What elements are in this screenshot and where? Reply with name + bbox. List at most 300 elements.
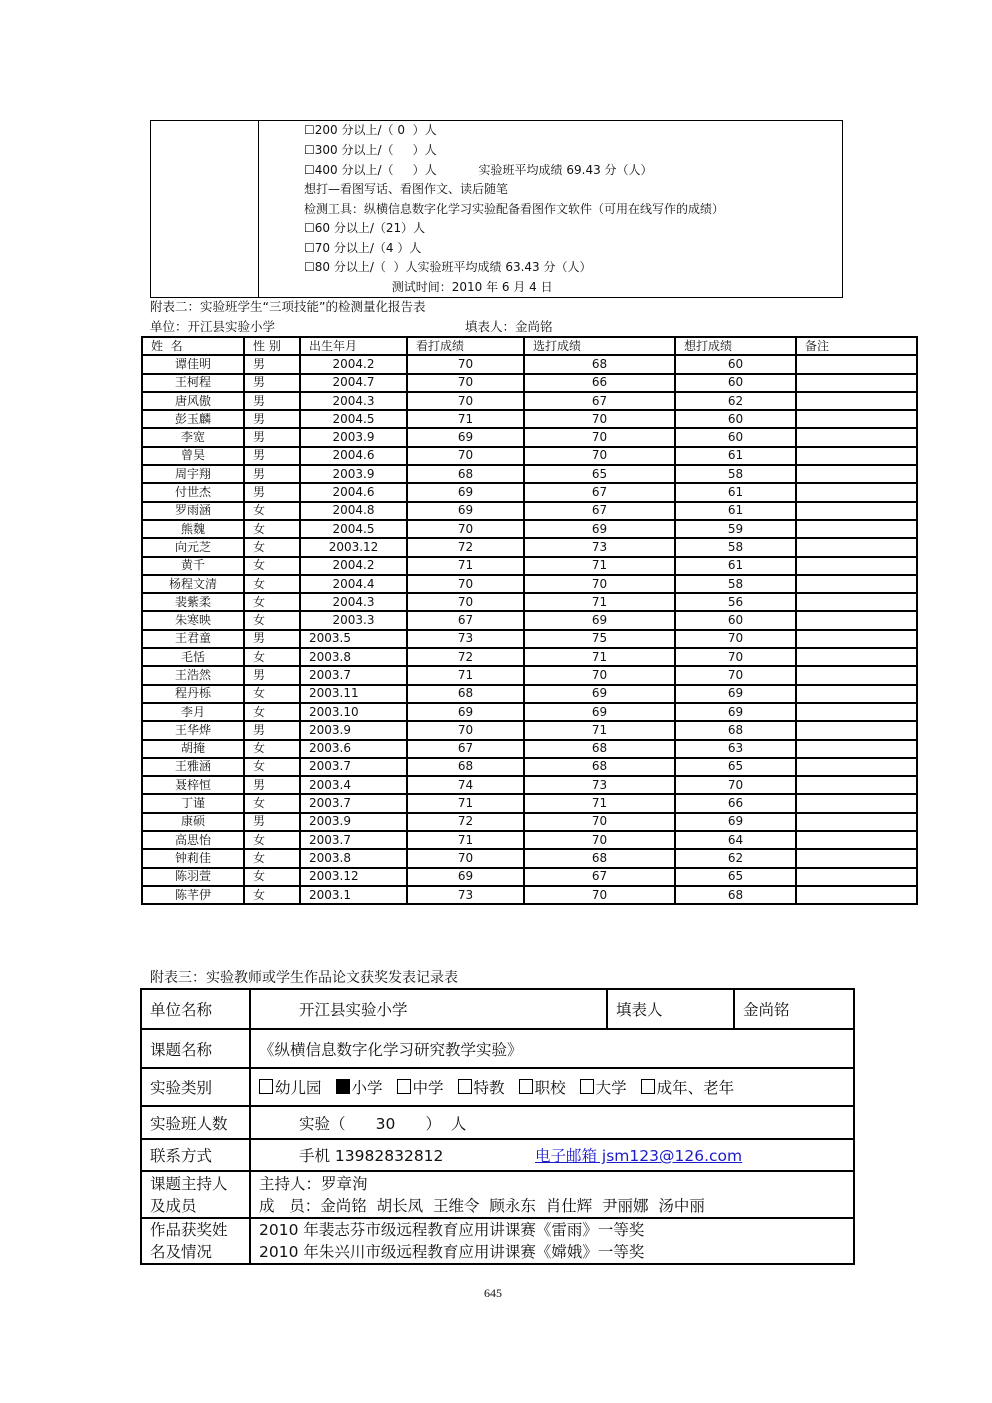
view-typing-score: 67	[407, 611, 524, 629]
student-name: 朱寒映	[142, 611, 244, 629]
remarks	[796, 483, 917, 501]
select-typing-score: 68	[524, 849, 675, 867]
award-item: 2010 年裴志芬市级远程教育应用讲课赛《雷雨》一等奖	[259, 1221, 645, 1239]
student-name: 黄千	[142, 557, 244, 575]
table-row	[142, 374, 917, 392]
column-header: 看打成绩	[407, 337, 524, 355]
gender: 男	[244, 666, 300, 684]
think-typing-score: 70	[675, 776, 796, 794]
table-row	[142, 685, 917, 703]
select-typing-score: 73	[524, 538, 675, 556]
view-typing-score: 71	[407, 410, 524, 428]
column-header: 性 别	[244, 337, 300, 355]
think-typing-score: 69	[675, 703, 796, 721]
gender: 女	[244, 886, 300, 904]
table-row	[142, 794, 917, 812]
table-row	[142, 740, 917, 758]
think-typing-score: 69	[675, 685, 796, 703]
table-row	[142, 593, 917, 611]
student-name: 王柯程	[142, 374, 244, 392]
remarks	[796, 355, 917, 373]
remarks	[796, 721, 917, 739]
student-name: 李宽	[142, 428, 244, 446]
birth-month: 2003.3	[300, 611, 407, 629]
remarks	[796, 758, 917, 776]
category-label: 特教	[473, 1079, 505, 1097]
view-typing-score: 71	[407, 666, 524, 684]
remarks	[796, 831, 917, 849]
table-row	[142, 410, 917, 428]
student-name: 裴紫柔	[142, 593, 244, 611]
select-typing-score: 70	[524, 428, 675, 446]
student-name: 胡掩	[142, 740, 244, 758]
table-header-row	[142, 337, 917, 355]
summary-line: ☐300 分以上/（ ）人	[304, 143, 437, 157]
student-name: 程丹栎	[142, 685, 244, 703]
table-row	[142, 868, 917, 886]
select-typing-score: 69	[524, 611, 675, 629]
table-row	[142, 831, 917, 849]
select-typing-score: 71	[524, 794, 675, 812]
birth-month: 2004.6	[300, 483, 407, 501]
category-option[interactable]	[641, 1079, 735, 1097]
summary-line: 检测工具：纵横信息数字化学习实验配备看图作文软件（可用在线写作的成绩）	[304, 202, 725, 216]
gender: 男	[244, 355, 300, 373]
birth-month: 2004.3	[300, 593, 407, 611]
category-option[interactable]	[519, 1079, 566, 1097]
gender: 男	[244, 465, 300, 483]
table-row	[142, 575, 917, 593]
class-size-value: 30	[375, 1114, 396, 1133]
think-typing-score: 58	[675, 538, 796, 556]
awards-record-table	[140, 988, 855, 1265]
think-typing-score: 60	[675, 374, 796, 392]
category-option[interactable]	[397, 1079, 444, 1097]
gender: 女	[244, 794, 300, 812]
view-typing-score: 68	[407, 758, 524, 776]
appendix3-title: 附表三：实验教师或学生作品论文获奖发表记录表	[150, 970, 458, 986]
table-row	[142, 849, 917, 867]
birth-month: 2004.2	[300, 557, 407, 575]
birth-month: 2003.9	[300, 813, 407, 831]
table-row	[142, 666, 917, 684]
table-row	[142, 630, 917, 648]
topic-value: 《纵横信息数字化学习研究教学实验》	[250, 1029, 854, 1068]
gender: 男	[244, 392, 300, 410]
table-row	[142, 813, 917, 831]
gender: 女	[244, 648, 300, 666]
gender: 女	[244, 849, 300, 867]
select-typing-score: 75	[524, 630, 675, 648]
phone: 手机 13982832812	[299, 1147, 444, 1165]
checkbox-icon[interactable]	[641, 1079, 655, 1094]
select-typing-score: 71	[524, 721, 675, 739]
view-typing-score: 70	[407, 374, 524, 392]
gender: 女	[244, 831, 300, 849]
test-date: 测试时间：2010 年 6 月 4 日	[304, 280, 553, 294]
remarks	[796, 611, 917, 629]
table-row	[142, 721, 917, 739]
category-label: 实验类别	[141, 1068, 250, 1106]
gender: 男	[244, 410, 300, 428]
gender: 男	[244, 447, 300, 465]
think-typing-score: 70	[675, 648, 796, 666]
student-name: 曾昊	[142, 447, 244, 465]
view-typing-score: 71	[407, 831, 524, 849]
table-row	[142, 538, 917, 556]
birth-month: 2003.7	[300, 831, 407, 849]
think-typing-score: 60	[675, 410, 796, 428]
think-typing-score: 62	[675, 392, 796, 410]
awards-label-2: 名及情况	[150, 1243, 213, 1261]
remarks	[796, 428, 917, 446]
category-options	[250, 1068, 854, 1106]
select-typing-score: 69	[524, 685, 675, 703]
remarks	[796, 392, 917, 410]
birth-month: 2003.12	[300, 868, 407, 886]
birth-month: 2003.7	[300, 758, 407, 776]
select-typing-score: 70	[524, 831, 675, 849]
select-typing-score: 70	[524, 666, 675, 684]
gender: 女	[244, 575, 300, 593]
select-typing-score: 67	[524, 502, 675, 520]
birth-month: 2003.9	[300, 465, 407, 483]
remarks	[796, 886, 917, 904]
appendix2-filler: 填表人：金尚铭	[465, 319, 553, 334]
student-name: 熊魏	[142, 520, 244, 538]
birth-month: 2004.3	[300, 392, 407, 410]
unit-label: 单位名称	[141, 989, 250, 1029]
think-typing-score: 63	[675, 740, 796, 758]
birth-month: 2003.10	[300, 703, 407, 721]
think-typing-score: 68	[675, 886, 796, 904]
birth-month: 2003.7	[300, 666, 407, 684]
student-name: 王君童	[142, 630, 244, 648]
student-name: 康硕	[142, 813, 244, 831]
unit-value: 开江县实验小学	[250, 989, 607, 1029]
student-name: 钟莉佳	[142, 849, 244, 867]
view-typing-score: 70	[407, 392, 524, 410]
view-typing-score: 69	[407, 868, 524, 886]
remarks	[796, 703, 917, 721]
think-typing-score: 70	[675, 630, 796, 648]
student-name: 王雅涵	[142, 758, 244, 776]
think-typing-score: 70	[675, 666, 796, 684]
table-row	[142, 392, 917, 410]
select-typing-score: 69	[524, 520, 675, 538]
gender: 女	[244, 758, 300, 776]
think-typing-score: 61	[675, 483, 796, 501]
view-typing-score: 70	[407, 849, 524, 867]
contact-label: 联系方式	[141, 1139, 250, 1171]
think-typing-score: 66	[675, 794, 796, 812]
table-row	[142, 648, 917, 666]
select-typing-score: 68	[524, 355, 675, 373]
test-summary-box	[150, 120, 843, 298]
student-name: 彭玉麟	[142, 410, 244, 428]
select-typing-score: 70	[524, 575, 675, 593]
select-typing-score: 67	[524, 483, 675, 501]
category-label: 职校	[534, 1079, 566, 1097]
category-label: 大学	[595, 1079, 627, 1097]
remarks	[796, 502, 917, 520]
student-name: 聂梓恒	[142, 776, 244, 794]
select-typing-score: 66	[524, 374, 675, 392]
class-size-label: 实验班人数	[141, 1106, 250, 1139]
birth-month: 2004.4	[300, 575, 407, 593]
student-name: 陈羽萱	[142, 868, 244, 886]
student-name: 谭佳明	[142, 355, 244, 373]
birth-month: 2003.8	[300, 849, 407, 867]
checkbox-icon[interactable]	[259, 1079, 273, 1094]
checkbox-icon[interactable]	[397, 1079, 411, 1094]
student-name: 向元芝	[142, 538, 244, 556]
select-typing-score: 65	[524, 465, 675, 483]
table-row	[142, 447, 917, 465]
student-name: 杨程文清	[142, 575, 244, 593]
view-typing-score: 69	[407, 428, 524, 446]
view-typing-score: 70	[407, 447, 524, 465]
host-label-2: 及成员	[150, 1196, 197, 1215]
select-typing-score: 70	[524, 447, 675, 465]
think-typing-score: 61	[675, 557, 796, 575]
summary-line: ☐80 分以上/（ ）人实验班平均成绩 63.43 分（人）	[304, 260, 592, 274]
remarks	[796, 685, 917, 703]
remarks	[796, 374, 917, 392]
view-typing-score: 68	[407, 465, 524, 483]
table-row	[142, 428, 917, 446]
summary-line: ☐70 分以上/（4 ）人	[304, 241, 422, 255]
select-typing-score: 67	[524, 392, 675, 410]
view-typing-score: 72	[407, 648, 524, 666]
think-typing-score: 60	[675, 428, 796, 446]
gender: 女	[244, 593, 300, 611]
think-typing-score: 60	[675, 611, 796, 629]
view-typing-score: 70	[407, 575, 524, 593]
gender: 男	[244, 483, 300, 501]
birth-month: 2004.6	[300, 447, 407, 465]
gender: 女	[244, 538, 300, 556]
table-row	[142, 758, 917, 776]
awards-label: 作品获奖姓	[150, 1221, 228, 1239]
remarks	[796, 648, 917, 666]
student-name: 付世杰	[142, 483, 244, 501]
birth-month: 2003.5	[300, 630, 407, 648]
topic-label: 课题名称	[141, 1029, 250, 1068]
view-typing-score: 70	[407, 721, 524, 739]
remarks	[796, 465, 917, 483]
filler-value: 金尚铭	[734, 989, 854, 1029]
category-option[interactable]	[458, 1079, 505, 1097]
table-row	[142, 557, 917, 575]
view-typing-score: 71	[407, 794, 524, 812]
class-size-suffix: ） 人	[425, 1114, 467, 1133]
summary-line: ☐60 分以上/（21）人	[304, 221, 426, 235]
gender: 男	[244, 813, 300, 831]
gender: 女	[244, 740, 300, 758]
think-typing-score: 61	[675, 502, 796, 520]
members: 成 员：金尚铭 胡长凤 王维令 顾永东 肖仕辉 尹丽娜 汤中丽	[259, 1196, 705, 1215]
category-label: 中学	[412, 1079, 444, 1097]
think-typing-score: 69	[675, 813, 796, 831]
birth-month: 2003.8	[300, 648, 407, 666]
summary-line: ☐200 分以上/（ 0 ）人	[304, 123, 437, 137]
student-name: 王华烨	[142, 721, 244, 739]
column-header: 想打成绩	[675, 337, 796, 355]
student-name: 王浩然	[142, 666, 244, 684]
birth-month: 2003.9	[300, 428, 407, 446]
category-label: 小学	[351, 1079, 383, 1097]
category-option[interactable]	[580, 1079, 627, 1097]
remarks	[796, 849, 917, 867]
think-typing-score: 58	[675, 575, 796, 593]
student-name: 罗雨涵	[142, 502, 244, 520]
table-row	[142, 776, 917, 794]
remarks	[796, 740, 917, 758]
gender: 女	[244, 557, 300, 575]
appendix2-title: 附表二：实验班学生“三项技能”的检测量化报告表	[150, 299, 426, 314]
select-typing-score: 71	[524, 593, 675, 611]
gender: 女	[244, 703, 300, 721]
summary-line: ☐400 分以上/（ ）人 实验班平均成绩 69.43 分（人）	[304, 163, 653, 177]
checkbox-icon[interactable]	[458, 1079, 472, 1094]
view-typing-score: 69	[407, 703, 524, 721]
appendix2-unit: 单位：开江县实验小学	[150, 319, 276, 334]
remarks	[796, 538, 917, 556]
select-typing-score: 73	[524, 776, 675, 794]
view-typing-score: 69	[407, 502, 524, 520]
checkbox-icon[interactable]	[519, 1079, 533, 1094]
checkbox-icon[interactable]	[580, 1079, 594, 1094]
view-typing-score: 74	[407, 776, 524, 794]
birth-month: 2004.2	[300, 355, 407, 373]
checked-box-icon[interactable]	[336, 1079, 350, 1094]
remarks	[796, 557, 917, 575]
birth-month: 2004.8	[300, 502, 407, 520]
birth-month: 2003.1	[300, 886, 407, 904]
view-typing-score: 73	[407, 886, 524, 904]
remarks	[796, 776, 917, 794]
table-row	[142, 611, 917, 629]
select-typing-score: 69	[524, 703, 675, 721]
gender: 男	[244, 776, 300, 794]
think-typing-score: 56	[675, 593, 796, 611]
birth-month: 2004.5	[300, 410, 407, 428]
category-label: 幼儿园	[275, 1079, 322, 1097]
host: 主持人：罗章洵	[259, 1174, 368, 1193]
birth-month: 2003.11	[300, 685, 407, 703]
birth-month: 2004.7	[300, 374, 407, 392]
view-typing-score: 72	[407, 813, 524, 831]
select-typing-score: 68	[524, 740, 675, 758]
column-divider	[258, 121, 259, 297]
select-typing-score: 70	[524, 813, 675, 831]
view-typing-score: 72	[407, 538, 524, 556]
birth-month: 2003.4	[300, 776, 407, 794]
student-name: 周宇翔	[142, 465, 244, 483]
think-typing-score: 60	[675, 355, 796, 373]
skills-report-table	[141, 336, 918, 905]
column-header: 姓 名	[142, 337, 244, 355]
student-name: 唐风傲	[142, 392, 244, 410]
student-name: 高思怡	[142, 831, 244, 849]
think-typing-score: 65	[675, 758, 796, 776]
column-header: 选打成绩	[524, 337, 675, 355]
gender: 女	[244, 520, 300, 538]
select-typing-score: 70	[524, 410, 675, 428]
think-typing-score: 58	[675, 465, 796, 483]
column-header: 出生年月	[300, 337, 407, 355]
award-item: 2010 年朱兴川市级远程教育应用讲课赛《嫦娥》一等奖	[259, 1243, 645, 1261]
remarks	[796, 868, 917, 886]
student-name: 毛恬	[142, 648, 244, 666]
think-typing-score: 61	[675, 447, 796, 465]
think-typing-score: 64	[675, 831, 796, 849]
column-header: 备注	[796, 337, 917, 355]
remarks	[796, 447, 917, 465]
think-typing-score: 68	[675, 721, 796, 739]
select-typing-score: 70	[524, 886, 675, 904]
view-typing-score: 70	[407, 355, 524, 373]
view-typing-score: 70	[407, 593, 524, 611]
birth-month: 2003.9	[300, 721, 407, 739]
select-typing-score: 71	[524, 557, 675, 575]
birth-month: 2003.12	[300, 538, 407, 556]
table-row	[142, 355, 917, 373]
view-typing-score: 71	[407, 557, 524, 575]
category-option[interactable]	[259, 1079, 322, 1097]
page-number: 645	[484, 1286, 502, 1300]
think-typing-score: 62	[675, 849, 796, 867]
host-label: 课题主持人	[150, 1174, 228, 1193]
table-row	[142, 502, 917, 520]
class-size-prefix: 实验（	[299, 1114, 346, 1133]
think-typing-score: 65	[675, 868, 796, 886]
select-typing-score: 71	[524, 648, 675, 666]
student-name: 陈芊伊	[142, 886, 244, 904]
select-typing-score: 67	[524, 868, 675, 886]
select-typing-score: 68	[524, 758, 675, 776]
remarks	[796, 410, 917, 428]
remarks	[796, 575, 917, 593]
gender: 男	[244, 374, 300, 392]
gender: 女	[244, 685, 300, 703]
table-row	[142, 703, 917, 721]
gender: 男	[244, 428, 300, 446]
view-typing-score: 69	[407, 483, 524, 501]
email-link[interactable]: 电子邮箱 jsm123@126.com	[535, 1147, 743, 1165]
gender: 男	[244, 630, 300, 648]
remarks	[796, 630, 917, 648]
table-row	[142, 483, 917, 501]
view-typing-score: 67	[407, 740, 524, 758]
table-row	[142, 465, 917, 483]
remarks	[796, 794, 917, 812]
gender: 女	[244, 611, 300, 629]
table-row	[142, 886, 917, 904]
filler-label: 填表人	[607, 989, 734, 1029]
gender: 男	[244, 721, 300, 739]
category-option[interactable]	[336, 1079, 383, 1097]
student-name: 李月	[142, 703, 244, 721]
remarks	[796, 666, 917, 684]
remarks	[796, 520, 917, 538]
summary-line: 想打—看图写话、看图作文、读后随笔	[304, 182, 509, 196]
table-row	[142, 520, 917, 538]
view-typing-score: 70	[407, 520, 524, 538]
remarks	[796, 813, 917, 831]
birth-month: 2003.6	[300, 740, 407, 758]
